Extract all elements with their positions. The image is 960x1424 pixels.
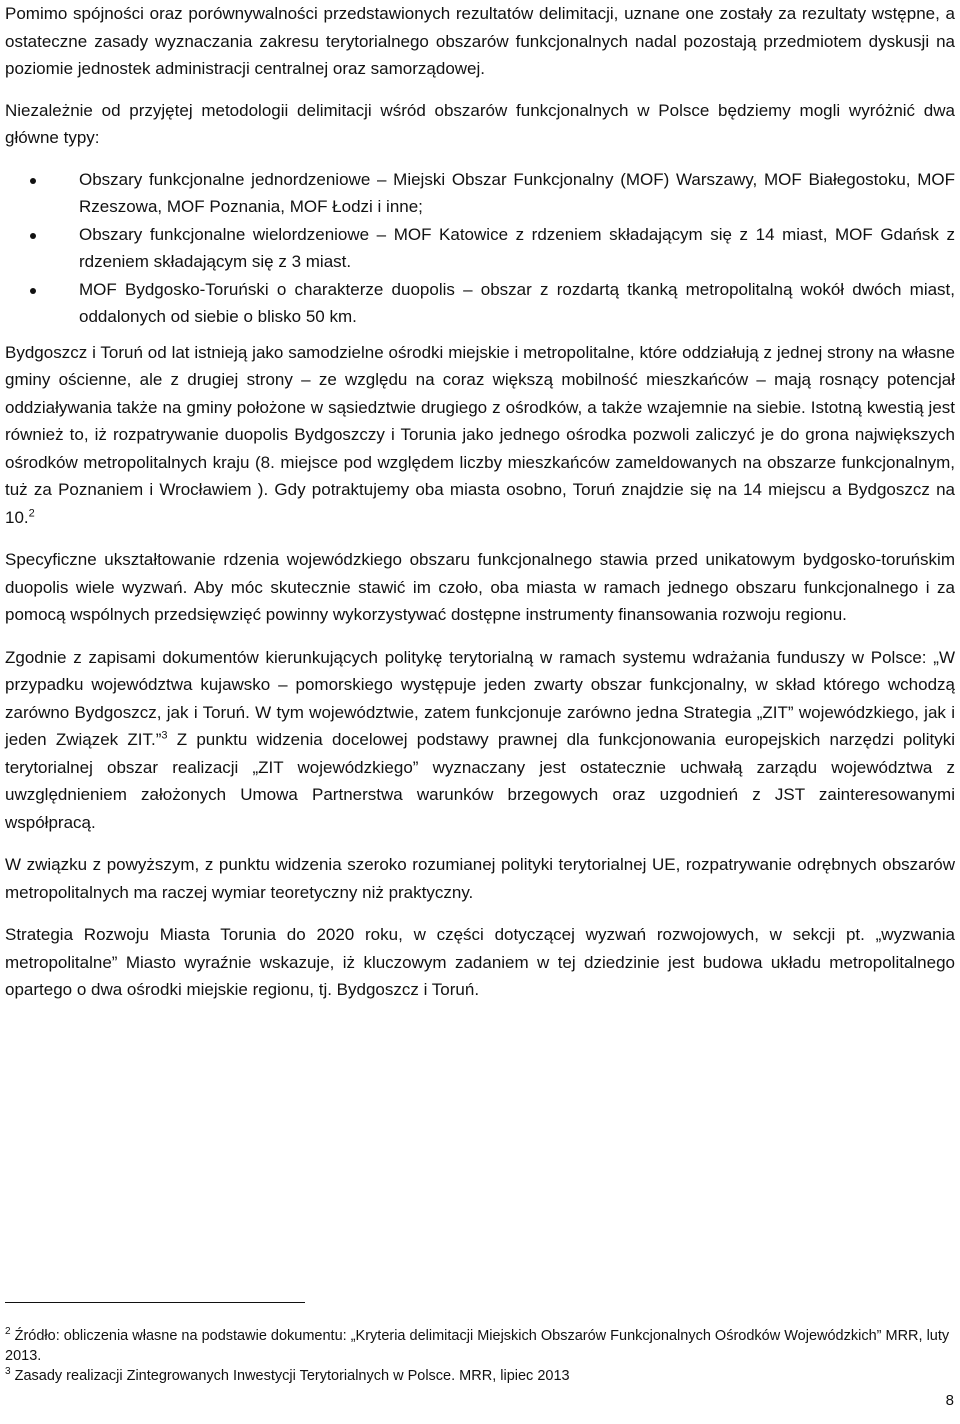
- footnote-ref-2[interactable]: 2: [28, 506, 35, 519]
- list-item: MOF Bydgosko-Toruński o charakterze duopolis – obszar z rozdartą tkanką metropolitalną wokół dwóch miast, oddalonych od siebie o blisko 50 km.: [5, 276, 955, 331]
- document-body: [5, 0, 955, 1004]
- list-item: Obszary funkcjonalne wielordzeniowe – MOF Katowice z rdzeniem składającym się z 14 miast, MOF Gdańsk z rdzeniem składającym się z 3 miast.: [5, 221, 955, 276]
- footnote-3: $^3$ Zasady realizacji Zintegrowanych Inwestycji Terytorialnych w Polsce. MRR, lipiec 2013: [5, 1366, 570, 1384]
- paragraph-delimitation-results: Pomimo spójności oraz porównywalności przedstawionych rezultatów delimitacji, uznane one zostały za rezultaty wstępne, a ostateczne zasady wyznaczania zakresu terytorialnego obszarów funkcjonalnych nadal pozostają przedmiotem dyskusji na poziomie jednostek administracji centralnej oraz samorządowej.: [5, 4, 955, 78]
- footnote-2: $^2$ Źródło: obliczenia własne na podstawie dokumentu: „Kryteria delimitacji Miejskich Obszarów Funkcjonalnych Ośrodków Wojewódzkich” MRR, luty 2013.: [5, 1326, 950, 1364]
- paragraph-torun-strategy: Strategia Rozwoju Miasta Torunia do 2020 roku, w części dotyczącej wyzwań rozwojowych, w sekcji pt. „wyzwania metropolitalne” Miasto wyraźnie wskazuje, iż kluczowym zadaniem w tej dziedzinie jest budowa układu metropolitalnego opartego o dwa ośrodki miejskie regionu, tj. Bydgoszcz i Toruń.: [5, 925, 955, 999]
- footnotes: [5, 1326, 955, 1386]
- paragraph-zit: Zgodnie z zapisami dokumentów kierunkujących politykę terytorialną w ramach systemu wdrażania funduszy w Polsce: „W przypadku województwa kujawsko – pomorskiego występuje jeden zwarty obszar funkcjonalny, w skład którego wchodzą zarówno Bydgoszcz, jak i Toruń. W tym województwie, zatem funkcjonuje zarówno jedna Strategia „ZIT” wojewódzkiego, jak i jeden Związek ZIT.”$^3$ Z punktu widzenia docelowej podstawy prawnej dla funkcjonowania europejskich narzędzi polityki terytorialnej obszar realizacji „ZIT wojewódzkiego” wyznaczany jest ostatecznie uchwałą zarządu województwa z uwzględnieniem założonych Umowa Partnerstwa warunków brzegowych oraz uzgodnień z JST zainteresowanymi współpracą.: [5, 647, 955, 832]
- paragraph-duopolis-challenges: Specyficzne ukształtowanie rdzenia wojewódzkiego obszaru funkcjonalnego stawia przed unikatowym bydgosko-toruńskim duopolis wiele wyzwań. Aby móc skutecznie stawić im czoło, oba miasta w ramach jednego obszaru funkcjonalnego i za pomocą wspólnych przedsięwzięć powinny wykorzystywać dostępne instrumenty finansowania rozwoju regionu.: [5, 550, 955, 624]
- list-item: Obszary funkcjonalne jednordzeniowe – Miejski Obszar Funkcjonalny (MOF) Warszawy, MOF Białegostoku, MOF Rzeszowa, MOF Poznania, MOF Łodzi i inne;: [5, 166, 955, 221]
- page-number: 8: [945, 1392, 954, 1409]
- footnote-divider: [5, 1302, 305, 1303]
- bullet-icon: [30, 178, 36, 184]
- bullet-icon: [30, 288, 36, 294]
- paragraph-area-types-intro: Niezależnie od przyjętej metodologii delimitacji wśród obszarów funkcjonalnych w Polsce będziemy mogli wyróżnić dwa główne typy:: [5, 100, 955, 147]
- paragraph-territorial-policy: W związku z powyższym, z punktu widzenia szeroko rozumianej polityki terytorialnej UE, rozpatrywanie odrębnych obszarów metropolitalnych ma raczej wymiar teoretyczny niż praktyczny.: [5, 855, 955, 902]
- area-types-list: [5, 166, 955, 331]
- footnote-ref-3[interactable]: 3: [161, 729, 168, 742]
- bullet-icon: [30, 233, 36, 239]
- paragraph-bydgoszcz-torun: Bydgoszcz i Toruń od lat istnieją jako samodzielne ośrodki miejskie i metropolitalne, które oddziałują z jednej strony na własne gminy ościenne, ale z drugiej strony – ze względu na coraz większą mobilność mieszkańców – mają rosnący potencjał oddziaływania także na gminy położone w sąsiedztwie drugiego z ośrodków, a także wzajemnie na siebie. Istotną kwestią jest również to, iż rozpatrywanie duopolis Bydgoszczy i Torunia jako jednego ośrodka pozwoli zaliczyć je do grona największych ośrodków metropolitalnych kraju (8. miejsce pod względem liczby mieszkańców zameldowanych na obszarze funkcjonalnym, tuż za Poznaniem i Wrocławiem ). Gdy potraktujemy oba miasta osobno, Toruń znajdzie się na 14 miejscu a Bydgoszcz na 10.$^2$: [5, 342, 955, 527]
